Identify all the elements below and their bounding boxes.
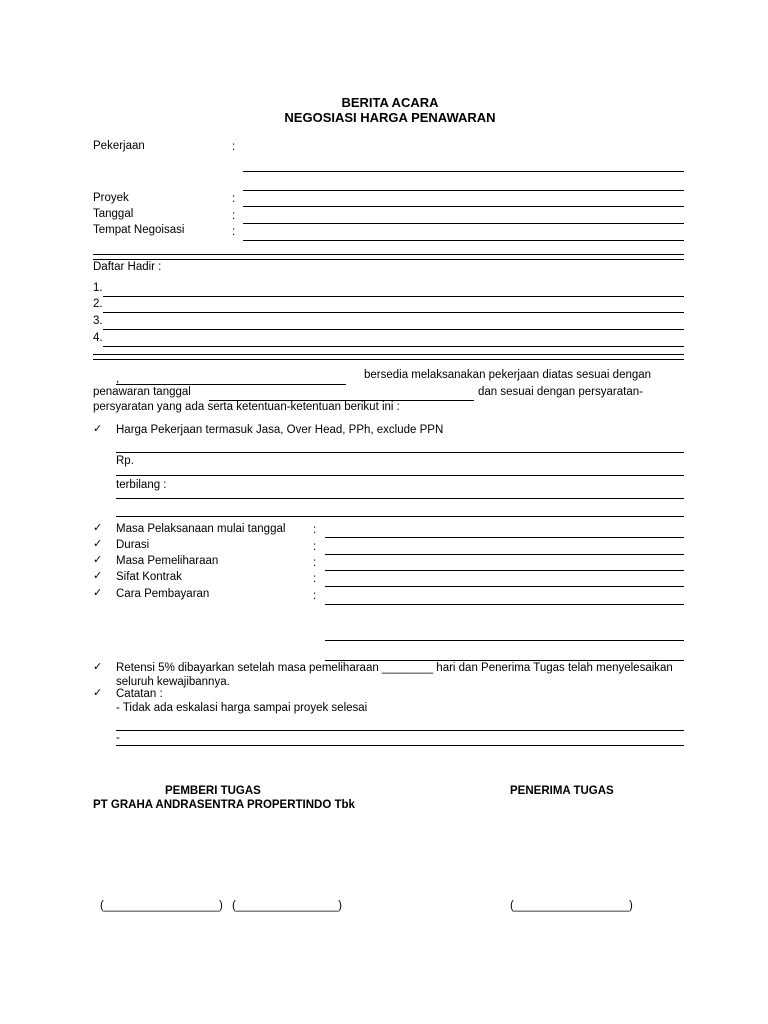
check-icon: ✓: [93, 423, 103, 435]
document-title-line1: BERITA ACARA: [341, 95, 439, 110]
section-divider: [93, 354, 684, 355]
check-icon: ✓: [93, 554, 103, 566]
statement-text-2: penawaran tanggal: [93, 386, 191, 398]
field-label-proyek: Proyek: [93, 192, 129, 204]
attendance-number-2: 2.: [93, 298, 103, 310]
catatan-item-1: - Tidak ada eskalasi harga sampai proyek selesai: [116, 702, 368, 714]
check-icon: ✓: [93, 661, 103, 673]
field-line-proyek[interactable]: [243, 206, 684, 207]
attendance-number-1: 1.: [93, 282, 103, 294]
field-line-pekerjaan-1[interactable]: [243, 171, 684, 172]
field-colon-tempat: :: [232, 226, 236, 238]
check-icon: ✓: [93, 538, 103, 550]
section-divider: [93, 254, 684, 255]
term-line-sifat-kontrak[interactable]: [325, 586, 684, 587]
field-line-tempat[interactable]: [243, 240, 684, 241]
statement-text-3: dan sesuai dengan persyaratan-: [478, 386, 643, 398]
field-colon-pekerjaan: :: [232, 141, 236, 153]
retensi-text-1: Retensi 5% dibayarkan setelah masa pemeliharaan ________ hari dan Penerima Tugas telah menyelesaikan: [116, 662, 673, 674]
catatan-label: Catatan :: [116, 688, 163, 700]
check-icon: ✓: [93, 522, 103, 534]
attendance-line-2[interactable]: [103, 312, 684, 313]
attendance-line-4[interactable]: [103, 346, 684, 347]
attendance-number-3: 3.: [93, 315, 103, 327]
signature-slot-receiver[interactable]: (__________________): [510, 900, 633, 912]
section-divider: [93, 259, 684, 260]
term-colon: :: [313, 590, 317, 602]
price-label: Harga Pekerjaan termasuk Jasa, Over Head, PPh, exclude PPN: [116, 424, 444, 436]
term-label-masa-pemeliharaan: Masa Pemeliharaan: [116, 555, 219, 567]
term-label-cara-pembayaran: Cara Pembayaran: [116, 588, 210, 600]
price-terbilang-line-1[interactable]: [116, 498, 684, 499]
field-line-pekerjaan-2[interactable]: [243, 190, 684, 191]
field-line-tanggal[interactable]: [243, 223, 684, 224]
term-line-masa-pelaksanaan[interactable]: [325, 537, 684, 538]
term-line-cara-pembayaran-2[interactable]: [325, 640, 684, 641]
price-terbilang-label: terbilang :: [116, 479, 167, 491]
field-label-pekerjaan: Pekerjaan: [93, 140, 145, 152]
attendance-label: Daftar Hadir :: [93, 261, 162, 273]
term-colon: :: [313, 524, 317, 536]
statement-text-1: bersedia melaksanakan pekerjaan diatas sesuai dengan: [364, 369, 652, 381]
term-label-masa-pelaksanaan: Masa Pelaksanaan mulai tanggal: [116, 523, 286, 535]
term-colon: :: [313, 573, 317, 585]
term-line-cara-pembayaran-3[interactable]: [325, 660, 684, 661]
term-line-durasi[interactable]: [325, 554, 684, 555]
statement-lead: ,: [116, 373, 120, 385]
signature-slot-giver-2[interactable]: (________________): [232, 900, 342, 912]
price-terbilang-line-2[interactable]: [116, 516, 684, 517]
signature-giver-title: PEMBERI TUGAS: [165, 785, 261, 797]
price-line-1[interactable]: [116, 452, 684, 453]
term-colon: :: [313, 541, 317, 553]
catatan-line-1[interactable]: [116, 730, 684, 731]
signature-giver-company: PT GRAHA ANDRASENTRA PROPERTINDO Tbk: [93, 799, 355, 811]
statement-company-line[interactable]: [116, 384, 346, 385]
price-rp-label: Rp.: [116, 455, 134, 467]
catatan-item-2: -: [116, 732, 120, 744]
term-label-sifat-kontrak: Sifat Kontrak: [116, 571, 182, 583]
signature-slot-giver-1[interactable]: (__________________): [100, 900, 223, 912]
check-icon: ✓: [93, 687, 103, 699]
attendance-line-3[interactable]: [103, 329, 684, 330]
statement-text-4: persyaratan yang ada serta ketentuan-ketentuan berikut ini :: [93, 401, 400, 413]
attendance-line-1[interactable]: [103, 296, 684, 297]
term-line-cara-pembayaran-1[interactable]: [325, 604, 684, 605]
catatan-line-2[interactable]: [116, 745, 684, 746]
section-divider: [93, 359, 684, 360]
field-label-tanggal: Tanggal: [93, 208, 134, 220]
field-colon-tanggal: :: [232, 210, 236, 222]
term-colon: :: [313, 557, 317, 569]
signature-receiver-title: PENERIMA TUGAS: [510, 785, 614, 797]
field-colon-proyek: :: [232, 193, 236, 205]
retensi-text-2: seluruh kewajibannya.: [116, 676, 230, 688]
field-label-tempat: Tempat Negoisasi: [93, 224, 185, 236]
price-amount-line[interactable]: [116, 475, 684, 476]
term-label-durasi: Durasi: [116, 539, 150, 551]
check-icon: ✓: [93, 587, 103, 599]
term-line-masa-pemeliharaan[interactable]: [325, 570, 684, 571]
check-icon: ✓: [93, 570, 103, 582]
attendance-number-4: 4.: [93, 332, 103, 344]
document-title-line2: NEGOSIASI HARGA PENAWARAN: [284, 110, 496, 125]
